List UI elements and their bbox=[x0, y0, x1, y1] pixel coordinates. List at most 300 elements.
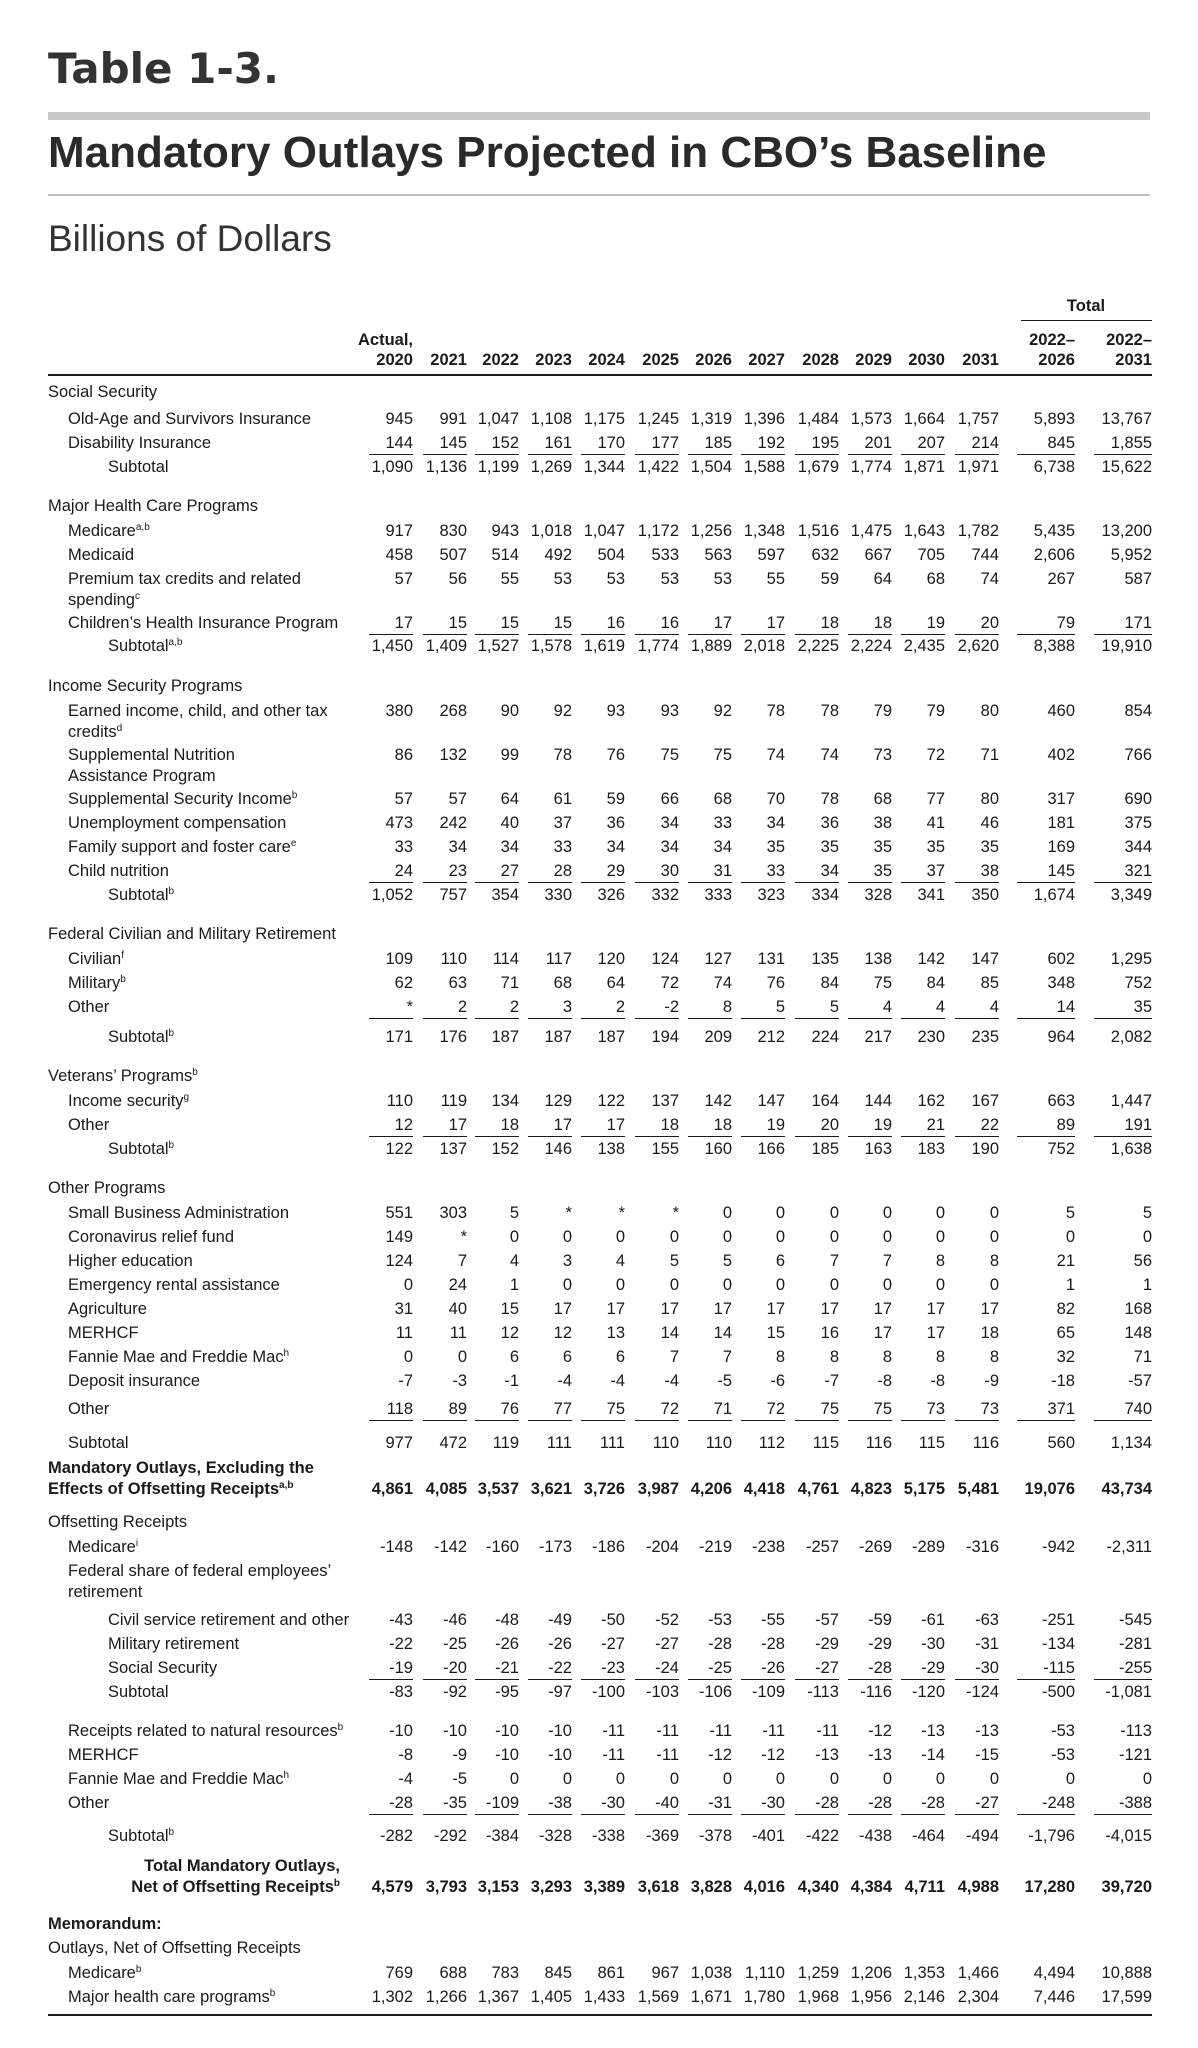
table-cell: 1,199 bbox=[477, 458, 519, 476]
table-cell: -40 bbox=[655, 1794, 679, 1812]
table-cell: 132 bbox=[439, 746, 467, 764]
table-cell: * bbox=[565, 1204, 572, 1222]
table-cell: 17 bbox=[394, 614, 413, 632]
underline-rule bbox=[955, 882, 999, 883]
table-cell: 62 bbox=[394, 974, 413, 992]
table-cell: 2 bbox=[457, 998, 467, 1016]
table-cell: 1,780 bbox=[743, 1988, 785, 2006]
column-header: 2024 bbox=[588, 351, 625, 369]
table-cell: 118 bbox=[386, 1400, 413, 1418]
table-cell: 0 bbox=[403, 1276, 413, 1294]
table-cell: 0 bbox=[457, 1348, 467, 1366]
table-cell: 854 bbox=[1124, 702, 1152, 720]
table-cell: -1,081 bbox=[1105, 1683, 1152, 1701]
underline-rule bbox=[955, 1814, 999, 1815]
table-cell: 845 bbox=[544, 1964, 572, 1982]
table-cell: -115 bbox=[1043, 1659, 1075, 1677]
table-cell: 18 bbox=[500, 1116, 519, 1134]
underline-rule bbox=[848, 454, 892, 455]
table-cell: -11 bbox=[709, 1722, 732, 1740]
table-cell: -289 bbox=[911, 1538, 945, 1556]
table-cell: 21 bbox=[926, 1116, 945, 1134]
table-cell: -28 bbox=[868, 1794, 892, 1812]
table-cell: -49 bbox=[548, 1611, 572, 1629]
table-cell: 0 bbox=[775, 1204, 785, 1222]
table-subtitle: Billions of Dollars bbox=[48, 218, 332, 259]
table-cell: -10 bbox=[548, 1746, 572, 1764]
table-cell: 2 bbox=[615, 998, 625, 1016]
table-cell: 348 bbox=[1047, 974, 1075, 992]
table-cell: 0 bbox=[935, 1770, 945, 1788]
table-cell: 134 bbox=[491, 1092, 519, 1110]
underline-rule bbox=[369, 1018, 413, 1019]
table-cell: 84 bbox=[926, 974, 945, 992]
underline-rule bbox=[635, 882, 679, 883]
table-cell: 6 bbox=[775, 1252, 785, 1270]
underline-rule bbox=[1094, 1814, 1152, 1815]
table-cell: 4,418 bbox=[743, 1480, 785, 1498]
table-cell: 492 bbox=[544, 546, 572, 564]
underline-rule bbox=[528, 882, 572, 883]
table-cell: -97 bbox=[548, 1683, 572, 1701]
table-cell: 845 bbox=[1047, 434, 1075, 452]
table-cell: 53 bbox=[553, 570, 572, 588]
table-cell: -31 bbox=[708, 1794, 732, 1812]
row-label: Medicare$^{a,b}$ bbox=[68, 522, 150, 540]
table-cell: 350 bbox=[971, 886, 999, 904]
table-cell: 75 bbox=[873, 974, 892, 992]
table-cell: 0 bbox=[1142, 1770, 1152, 1788]
table-cell: 7 bbox=[882, 1252, 892, 1270]
table-cell: 766 bbox=[1124, 746, 1152, 764]
table-cell: 5 bbox=[829, 998, 839, 1016]
column-header: 2026 bbox=[695, 351, 732, 369]
table-cell: 23 bbox=[448, 862, 467, 880]
table-cell: 15 bbox=[500, 1300, 519, 1318]
table-cell: 13,200 bbox=[1101, 522, 1152, 540]
table-cell: 64 bbox=[606, 974, 625, 992]
table-cell: -124 bbox=[965, 1683, 999, 1701]
table-cell: 1,348 bbox=[743, 522, 785, 540]
table-cell: 3,828 bbox=[690, 1878, 732, 1896]
table-cell: 79 bbox=[926, 702, 945, 720]
table-cell: 303 bbox=[439, 1204, 467, 1222]
table-cell: 5 bbox=[1065, 1204, 1075, 1222]
underline-rule bbox=[848, 882, 892, 883]
table-cell: 0 bbox=[1142, 1228, 1152, 1246]
table-cell: 16 bbox=[820, 1324, 839, 1342]
table-cell: 187 bbox=[597, 1028, 625, 1046]
table-cell: 2,146 bbox=[903, 1988, 945, 2006]
table-cell: 33 bbox=[394, 838, 413, 856]
table-cell: 149 bbox=[385, 1228, 413, 1246]
table-cell: 1,110 bbox=[744, 1964, 785, 1982]
table-cell: 73 bbox=[926, 1400, 945, 1418]
underline-rule bbox=[795, 882, 839, 883]
row-label: Children’s Health Insurance Program bbox=[68, 614, 339, 632]
table-cell: 59 bbox=[606, 790, 625, 808]
table-cell: 86 bbox=[394, 746, 413, 764]
table-cell: 92 bbox=[553, 702, 572, 720]
table-cell: 317 bbox=[1047, 790, 1075, 808]
table-cell: 56 bbox=[448, 570, 467, 588]
table-cell: 1,206 bbox=[850, 1964, 892, 1982]
table-cell: -13 bbox=[868, 1746, 892, 1764]
row-label: spending$^c$ bbox=[68, 591, 140, 609]
table-cell: 1,367 bbox=[477, 1988, 519, 2006]
table-cell: 116 bbox=[865, 1434, 892, 1452]
table-cell: 75 bbox=[660, 746, 679, 764]
table-cell: 17 bbox=[660, 1300, 679, 1318]
table-cell: 74 bbox=[820, 746, 839, 764]
table-cell: 0 bbox=[669, 1228, 679, 1246]
table-number: Table 1-3. bbox=[48, 44, 279, 93]
underline-rule bbox=[581, 1679, 625, 1680]
table-cell: 4,579 bbox=[371, 1878, 413, 1896]
underline-rule bbox=[848, 1814, 892, 1815]
underline-rule bbox=[688, 1136, 732, 1137]
table-cell: 1,245 bbox=[637, 410, 679, 428]
table-cell: -30 bbox=[761, 1794, 785, 1812]
table-cell: 861 bbox=[597, 1964, 625, 1982]
table-cell: -120 bbox=[911, 1683, 945, 1701]
table-cell: 209 bbox=[704, 1028, 732, 1046]
table-cell: 5 bbox=[775, 998, 785, 1016]
table-cell: 0 bbox=[829, 1228, 839, 1246]
table-cell: 1,266 bbox=[425, 1988, 467, 2006]
row-label: Higher education bbox=[68, 1252, 193, 1270]
underline-rule bbox=[741, 882, 785, 883]
row-label: Other Programs bbox=[48, 1179, 166, 1197]
table-cell: -83 bbox=[389, 1683, 413, 1701]
table-cell: 0 bbox=[935, 1204, 945, 1222]
table-cell: 323 bbox=[757, 886, 785, 904]
row-label: Memorandum: bbox=[48, 1915, 162, 1933]
underline-rule bbox=[955, 1136, 999, 1137]
underline-rule bbox=[741, 1679, 785, 1680]
table-cell: 73 bbox=[873, 746, 892, 764]
row-label: Social Security bbox=[108, 1659, 218, 1677]
table-cell: -12 bbox=[761, 1746, 785, 1764]
table-cell: 1,466 bbox=[957, 1964, 999, 1982]
table-cell: 99 bbox=[500, 746, 519, 764]
header-rule bbox=[48, 374, 1152, 376]
table-cell: 192 bbox=[757, 434, 785, 452]
table-cell: -6 bbox=[770, 1372, 785, 1390]
column-header: 2020 bbox=[376, 351, 413, 369]
underline-rule bbox=[369, 882, 413, 883]
table-cell: 1,259 bbox=[797, 1964, 839, 1982]
underline-rule bbox=[423, 634, 467, 635]
table-cell: 19 bbox=[873, 1116, 892, 1134]
table-cell: 35 bbox=[766, 838, 785, 856]
table-cell: 24 bbox=[448, 1276, 467, 1294]
table-cell: -388 bbox=[1118, 1794, 1152, 1812]
table-cell: -109 bbox=[485, 1794, 519, 1812]
table-cell: -248 bbox=[1041, 1794, 1075, 1812]
table-cell: -27 bbox=[601, 1635, 625, 1653]
underline-rule bbox=[581, 1018, 625, 1019]
table-cell: 57 bbox=[394, 790, 413, 808]
table-cell: -100 bbox=[591, 1683, 625, 1701]
table-cell: 3,987 bbox=[637, 1480, 679, 1498]
table-cell: 991 bbox=[439, 410, 467, 428]
table-cell: 137 bbox=[651, 1092, 679, 1110]
table-cell: 1,038 bbox=[690, 1964, 732, 1982]
row-label: MERHCF bbox=[68, 1746, 139, 1764]
row-label: Other bbox=[68, 998, 110, 1016]
underline-rule bbox=[741, 1814, 785, 1815]
table-cell: 2,606 bbox=[1033, 546, 1075, 564]
table-cell: 1,889 bbox=[690, 637, 732, 655]
table-cell: 224 bbox=[811, 1028, 839, 1046]
table-cell: 1,090 bbox=[371, 458, 413, 476]
table-cell: 15,622 bbox=[1101, 458, 1152, 476]
table-cell: 563 bbox=[704, 546, 732, 564]
table-cell: 1,573 bbox=[850, 410, 892, 428]
table-cell: 116 bbox=[972, 1434, 999, 1452]
table-cell: 15 bbox=[448, 614, 467, 632]
table-cell: 6 bbox=[562, 1348, 572, 1366]
table-cell: 18 bbox=[980, 1324, 999, 1342]
table-cell: 460 bbox=[1047, 702, 1075, 720]
table-cell: 4,016 bbox=[743, 1878, 785, 1896]
table-cell: -204 bbox=[645, 1538, 679, 1556]
row-label: Other bbox=[68, 1794, 110, 1812]
table-cell: 4,823 bbox=[850, 1480, 892, 1498]
table-cell: 146 bbox=[544, 1140, 572, 1158]
underline-rule bbox=[795, 634, 839, 635]
row-label: Medicaid bbox=[68, 546, 135, 564]
table-cell: -24 bbox=[655, 1659, 679, 1677]
table-cell: 35 bbox=[873, 838, 892, 856]
table-cell: 38 bbox=[980, 862, 999, 880]
table-cell: -10 bbox=[443, 1722, 467, 1740]
table-cell: 0 bbox=[669, 1276, 679, 1294]
underline-rule bbox=[741, 1420, 785, 1421]
table-cell: -7 bbox=[398, 1372, 413, 1390]
table-cell: 59 bbox=[820, 570, 839, 588]
table-cell: 78 bbox=[553, 746, 572, 764]
table-cell: -545 bbox=[1118, 1611, 1152, 1629]
table-cell: -3 bbox=[452, 1372, 467, 1390]
table-cell: 148 bbox=[1124, 1324, 1152, 1342]
table-cell: 321 bbox=[1124, 862, 1152, 880]
bottom-rule bbox=[48, 2014, 1152, 2016]
table-cell: 0 bbox=[935, 1228, 945, 1246]
table-cell: 690 bbox=[1124, 790, 1152, 808]
table-cell: -15 bbox=[975, 1746, 999, 1764]
row-label: Veterans’ Programs$^b$ bbox=[48, 1067, 198, 1085]
table-cell: 1,134 bbox=[1110, 1434, 1152, 1452]
table-cell: -29 bbox=[815, 1635, 839, 1653]
table-cell: 162 bbox=[917, 1092, 945, 1110]
table-cell: -251 bbox=[1041, 1611, 1075, 1629]
table-cell: 37 bbox=[553, 814, 572, 832]
table-cell: -292 bbox=[433, 1827, 467, 1845]
table-cell: 5 bbox=[1142, 1204, 1152, 1222]
table-cell: -4,015 bbox=[1105, 1827, 1152, 1845]
table-cell: 1,638 bbox=[1110, 1140, 1152, 1158]
table-cell: -28 bbox=[868, 1659, 892, 1677]
table-cell: 6,738 bbox=[1033, 458, 1075, 476]
table-cell: 4,384 bbox=[850, 1878, 892, 1896]
table-cell: 183 bbox=[917, 1140, 945, 1158]
table-cell: 14 bbox=[1056, 998, 1075, 1016]
table-cell: -106 bbox=[698, 1683, 732, 1701]
table-cell: 190 bbox=[971, 1140, 999, 1158]
table-cell: -5 bbox=[452, 1770, 467, 1788]
table-cell: 0 bbox=[615, 1770, 625, 1788]
table-cell: -53 bbox=[708, 1611, 732, 1629]
table-cell: 17 bbox=[713, 614, 732, 632]
table-cell: -11 bbox=[656, 1722, 679, 1740]
table-cell: -95 bbox=[495, 1683, 519, 1701]
table-cell: 85 bbox=[980, 974, 999, 992]
underline-rule bbox=[1094, 1136, 1152, 1137]
underline-rule bbox=[955, 1018, 999, 1019]
table-cell: 1,475 bbox=[850, 522, 892, 540]
table-cell: 129 bbox=[544, 1092, 572, 1110]
column-header: 2023 bbox=[535, 351, 572, 369]
table-cell: 380 bbox=[385, 702, 413, 720]
underline-rule bbox=[423, 882, 467, 883]
table-cell: 18 bbox=[820, 614, 839, 632]
table-cell: 1,774 bbox=[850, 458, 892, 476]
table-cell: 138 bbox=[864, 950, 892, 968]
row-label: Subtotal$^b$ bbox=[108, 1140, 175, 1158]
table-cell: 507 bbox=[439, 546, 467, 564]
table-cell: 75 bbox=[873, 1400, 892, 1418]
table-cell: 70 bbox=[766, 790, 785, 808]
underline-rule bbox=[528, 1814, 572, 1815]
table-cell: 71 bbox=[500, 974, 519, 992]
table-cell: -30 bbox=[601, 1794, 625, 1812]
table-cell: 117 bbox=[545, 950, 572, 968]
table-cell: 212 bbox=[757, 1028, 785, 1046]
row-label: Net of Offsetting Receipts$^b$ bbox=[131, 1878, 340, 1896]
table-cell: -500 bbox=[1041, 1683, 1075, 1701]
table-cell: -61 bbox=[921, 1611, 945, 1629]
row-label: Fannie Mae and Freddie Mac$^h$ bbox=[68, 1770, 290, 1788]
underline-rule bbox=[848, 1018, 892, 1019]
underline-rule bbox=[741, 1136, 785, 1137]
underline-rule bbox=[369, 634, 413, 635]
table-cell: 55 bbox=[766, 570, 785, 588]
table-cell: 333 bbox=[704, 886, 732, 904]
table-cell: 602 bbox=[1047, 950, 1075, 968]
table-cell: 375 bbox=[1124, 814, 1152, 832]
underline-rule bbox=[423, 454, 467, 455]
table-cell: 5,952 bbox=[1110, 546, 1152, 564]
table-cell: 8 bbox=[935, 1252, 945, 1270]
table-cell: -4 bbox=[557, 1372, 572, 1390]
table-cell: 110 bbox=[440, 950, 467, 968]
table-cell: 1,409 bbox=[425, 637, 467, 655]
table-cell: 147 bbox=[971, 950, 999, 968]
table-cell: -148 bbox=[379, 1538, 413, 1556]
table-cell: 17,280 bbox=[1024, 1878, 1075, 1896]
underline-rule bbox=[635, 1814, 679, 1815]
table-cell: 137 bbox=[439, 1140, 467, 1158]
row-label: retirement bbox=[68, 1583, 143, 1601]
table-cell: 119 bbox=[492, 1434, 519, 1452]
row-label: Income Security Programs bbox=[48, 677, 243, 695]
table-cell: 2,225 bbox=[797, 637, 839, 655]
table-cell: 17 bbox=[926, 1300, 945, 1318]
table-cell: 514 bbox=[491, 546, 519, 564]
table-cell: 122 bbox=[597, 1092, 625, 1110]
table-cell: 3,293 bbox=[530, 1878, 572, 1896]
table-cell: 17 bbox=[980, 1300, 999, 1318]
table-cell: 17 bbox=[820, 1300, 839, 1318]
table-cell: 217 bbox=[864, 1028, 892, 1046]
table-cell: * bbox=[672, 1204, 679, 1222]
table-cell: 17 bbox=[606, 1116, 625, 1134]
table-cell: 79 bbox=[1056, 614, 1075, 632]
table-cell: 1,422 bbox=[637, 458, 679, 476]
table-cell: 967 bbox=[651, 1964, 679, 1982]
underline-rule bbox=[528, 1420, 572, 1421]
table-cell: 0 bbox=[989, 1228, 999, 1246]
table-cell: 0 bbox=[882, 1228, 892, 1246]
table-cell: 33 bbox=[713, 814, 732, 832]
table-cell: 1,295 bbox=[1110, 950, 1152, 968]
underline-rule bbox=[848, 1420, 892, 1421]
table-cell: 1,175 bbox=[583, 410, 625, 428]
table-cell: 185 bbox=[704, 434, 732, 452]
table-cell: 120 bbox=[597, 950, 625, 968]
table-cell: 30 bbox=[660, 862, 679, 880]
table-cell: 170 bbox=[597, 434, 625, 452]
underline-rule bbox=[795, 1018, 839, 1019]
underline-rule bbox=[955, 634, 999, 635]
column-header: 2022 bbox=[482, 351, 519, 369]
table-cell: 0 bbox=[935, 1276, 945, 1294]
table-cell: 20 bbox=[980, 614, 999, 632]
table-cell: 77 bbox=[553, 1400, 572, 1418]
table-cell: 15 bbox=[553, 614, 572, 632]
table-cell: 757 bbox=[439, 886, 467, 904]
table-cell: 1,569 bbox=[637, 1988, 679, 2006]
table-cell: 7 bbox=[829, 1252, 839, 1270]
table-cell: 0 bbox=[882, 1770, 892, 1788]
table-cell: 17 bbox=[873, 1300, 892, 1318]
underline-rule bbox=[423, 1679, 467, 1680]
underline-rule bbox=[635, 1679, 679, 1680]
table-cell: 5 bbox=[669, 1252, 679, 1270]
table-cell: 1 bbox=[1142, 1276, 1152, 1294]
underline-rule bbox=[475, 1018, 519, 1019]
row-label: Supplemental Security Income$^b$ bbox=[68, 790, 298, 808]
table-cell: -369 bbox=[645, 1827, 679, 1845]
table-cell: 138 bbox=[597, 1140, 625, 1158]
underline-rule bbox=[688, 1679, 732, 1680]
table-cell: -25 bbox=[443, 1635, 467, 1653]
table-cell: 688 bbox=[439, 1964, 467, 1982]
table-cell: 1,674 bbox=[1033, 886, 1075, 904]
table-cell: 3,726 bbox=[583, 1480, 625, 1498]
underline-rule bbox=[475, 1679, 519, 1680]
table-cell: 1,018 bbox=[530, 522, 572, 540]
table-cell: 18 bbox=[660, 1116, 679, 1134]
table-cell: -48 bbox=[495, 1611, 519, 1629]
table-cell: 0 bbox=[829, 1276, 839, 1294]
underline-rule bbox=[1094, 1679, 1152, 1680]
table-cell: 740 bbox=[1124, 1400, 1152, 1418]
underline-rule bbox=[741, 1018, 785, 1019]
table-cell: 1,588 bbox=[743, 458, 785, 476]
